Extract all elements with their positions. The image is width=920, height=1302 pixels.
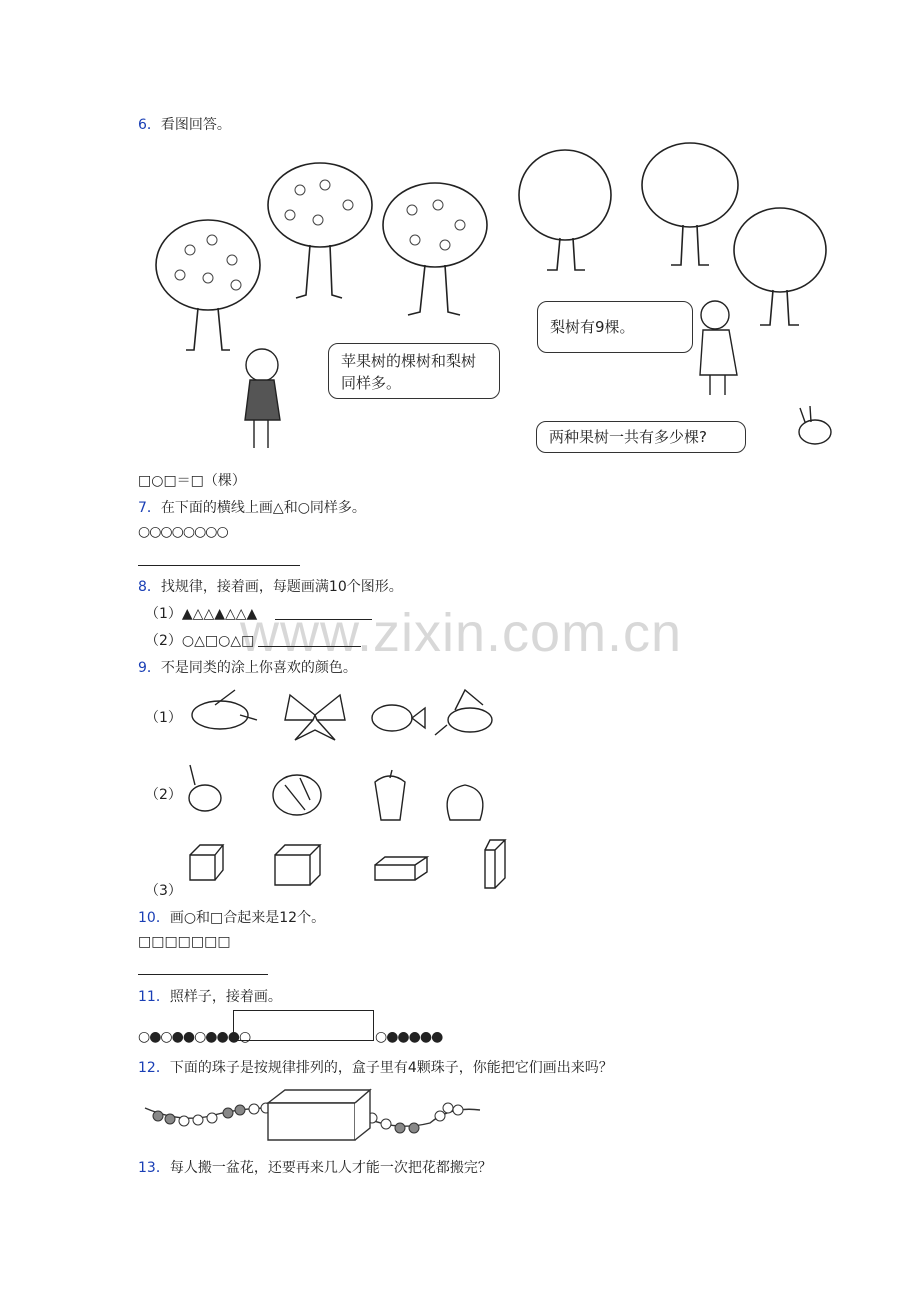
pear-tree-speech-bubble: 梨树有9棵。 [537, 301, 693, 353]
pear-trees-illustration [515, 140, 835, 460]
q8-pattern-1: （1）▲△△▲△△▲ [145, 606, 258, 622]
question-10 [138, 907, 325, 927]
butterfly-icon [285, 695, 345, 740]
question-6 [138, 114, 231, 134]
q11-sequence-left: ○●○●●○●●●○ [138, 1029, 251, 1045]
bird-icon [192, 690, 257, 729]
question-text: 不是同类的涂上你喜欢的颜色。 [160, 660, 357, 676]
q7-circles: ○○○○○○○○ [138, 524, 228, 540]
q7-answer-line[interactable] [138, 565, 300, 566]
question-text: 看图回答。 [160, 117, 231, 133]
dove-icon [435, 690, 492, 735]
q6-answer-template: □○□＝□（棵） [138, 473, 246, 489]
q10-squares: □□□□□□□ [138, 934, 231, 950]
q9-row-3-label: （3） [145, 883, 182, 899]
q11-answer-box[interactable] [233, 1010, 374, 1041]
question-number: 6． [138, 117, 161, 133]
question-13 [138, 1157, 492, 1177]
cube-icon [275, 845, 320, 885]
question-text: 在下面的横线上画△和○同样多。 [160, 500, 366, 516]
question-number: 7． [138, 500, 161, 516]
apple-tree-speech-bubble: 苹果树的棵树和梨树同样多。 [328, 343, 500, 399]
watermark: www.zixin.com.cn [240, 603, 683, 663]
fish-icon [372, 705, 425, 731]
question-text: 找规律，接着画，每题画满10个图形。 [160, 579, 403, 595]
beads-illustration [140, 1088, 485, 1148]
peach-icon [447, 785, 483, 820]
apple-trees-illustration [150, 160, 500, 460]
q11-sequence-right: ○●●●●● [375, 1029, 443, 1045]
question-number: 11． [138, 989, 170, 1005]
question-text: 照样子，接着画。 [169, 989, 282, 1005]
question-7 [138, 497, 366, 517]
question-11 [138, 986, 282, 1006]
total-trees-speech-bubble: 两种果树一共有多少棵? [536, 421, 746, 453]
question-number: 9． [138, 660, 161, 676]
question-text: 每人搬一盆花，还要再来几人才能一次把花都搬完？ [169, 1160, 492, 1176]
question-9 [138, 657, 357, 677]
q9-pictures [185, 690, 515, 890]
bead-box-icon [268, 1090, 370, 1140]
question-number: 8． [138, 579, 161, 595]
q8-answer-line-2[interactable] [258, 646, 361, 647]
flat-box-icon [375, 857, 427, 880]
eggplant-icon [189, 765, 221, 811]
q8-answer-line-1[interactable] [275, 619, 372, 620]
question-number: 10． [138, 910, 170, 926]
question-8 [138, 576, 403, 596]
q8-pattern-2: （2）○△□○△□ [145, 633, 255, 649]
question-12 [138, 1057, 613, 1077]
cabbage-icon [273, 775, 321, 815]
question-number: 12． [138, 1060, 170, 1076]
q9-row-2-label: （2） [145, 787, 182, 803]
question-text: 下面的珠子是按规律排列的，盒子里有4颗珠子，你能把它们画出来吗？ [169, 1060, 613, 1076]
pepper-icon [375, 770, 405, 820]
cuboid-icon [190, 845, 223, 880]
question-number: 13． [138, 1160, 170, 1176]
q10-answer-line[interactable] [138, 974, 268, 975]
q9-row-1-label: （1） [145, 710, 182, 726]
question-text: 画○和□合起来是12个。 [169, 910, 326, 926]
tall-box-icon [485, 840, 505, 888]
